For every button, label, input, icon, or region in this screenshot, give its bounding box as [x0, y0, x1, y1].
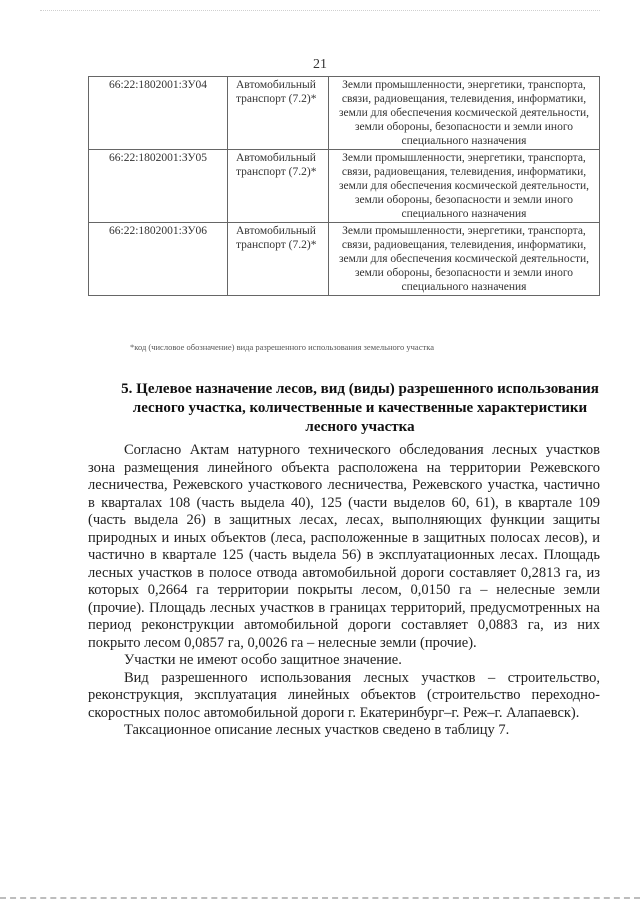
section-body: [88, 442, 600, 740]
use-type-cell: Автомобильный транспорт (7.2)*: [228, 77, 329, 150]
page-number: 21: [313, 57, 327, 72]
table-footnote: *код (числовое обозначение) вида разрешенного использования земельного участка: [130, 342, 434, 352]
paragraph-permitted-use: Вид разрешенного использования лесных участков – строительство, реконструкция, эксплуатация линейных объектов (строительство переходно-скоростных полос автомобильной дороги г. Екатеринбург–г. Реж–г. Алапаевск).: [88, 669, 600, 721]
cadastral-number-cell: 66:22:1802001:ЗУ04: [89, 77, 228, 150]
paragraph-protection-status: Участки не имеют особо защитное значение.: [124, 652, 402, 668]
paragraph-forest-location: Согласно Актам натурного технического обследования лесных участков зона размещения линейного объекта расположена на территории Режевского лесничества, Режевского участкового лесничества, Режевского участка, частично в кварталах 108 (часть выдела 40), 125 (части выделов 60, 61), в квартале 109 (часть выдела 26) в защитных лесах, лесах, выполняющих функции защиты природных и иных объектов (леса, расположенные в защитных полосах лесов), и частично в квартале 125 (часть выдела 56) в эксплуатационных лесах. Площадь лесных участков в полосе отвода автомобильной дороги составляет 0,2813 га, из которых 0,2664 га территории покрыты лесом, 0,0150 га – нелесные земли (прочие). Площадь лесных участков в границах территорий, предусмотренных на период реконструкции автомобильной дороги составляет 0,0883 га, из них покрыто лесом 0,0857 га, 0,0026 га – нелесные земли (прочие).: [88, 442, 600, 651]
land-category-cell: Земли промышленности, энергетики, транспорта, связи, радиовещания, телевидения, информатики, земли для обеспечения космической деятельности, земли обороны, безопасности и земли иного специального назначения: [329, 77, 600, 150]
scan-edge-marks: [40, 10, 600, 13]
use-type-cell: Автомобильный транспорт (7.2)*: [228, 223, 329, 296]
paragraph-taxation-reference: Таксационное описание лесных участков сведено в таблицу 7.: [124, 722, 510, 738]
cadastral-number-cell: 66:22:1802001:ЗУ06: [89, 223, 228, 296]
use-type-cell: Автомобильный транспорт (7.2)*: [228, 150, 329, 223]
land-parcels-table: [88, 76, 600, 296]
table-row: [89, 223, 600, 296]
section-heading: 5. Целевое назначение лесов, вид (виды) разрешенного использования лесного участка, количественные и качественные характеристики лесного участка: [121, 381, 599, 435]
cadastral-number-cell: 66:22:1802001:ЗУ05: [89, 150, 228, 223]
table-row: [89, 150, 600, 223]
scan-bottom-edge: [0, 897, 640, 903]
table-row: [89, 77, 600, 150]
land-category-cell: Земли промышленности, энергетики, транспорта, связи, радиовещания, телевидения, информатики, земли для обеспечения космической деятельности, земли обороны, безопасности и земли иного специального назначения: [329, 223, 600, 296]
land-category-cell: Земли промышленности, энергетики, транспорта, связи, радиовещания, телевидения, информатики, земли для обеспечения космической деятельности, земли обороны, безопасности и земли иного специального назначения: [329, 150, 600, 223]
